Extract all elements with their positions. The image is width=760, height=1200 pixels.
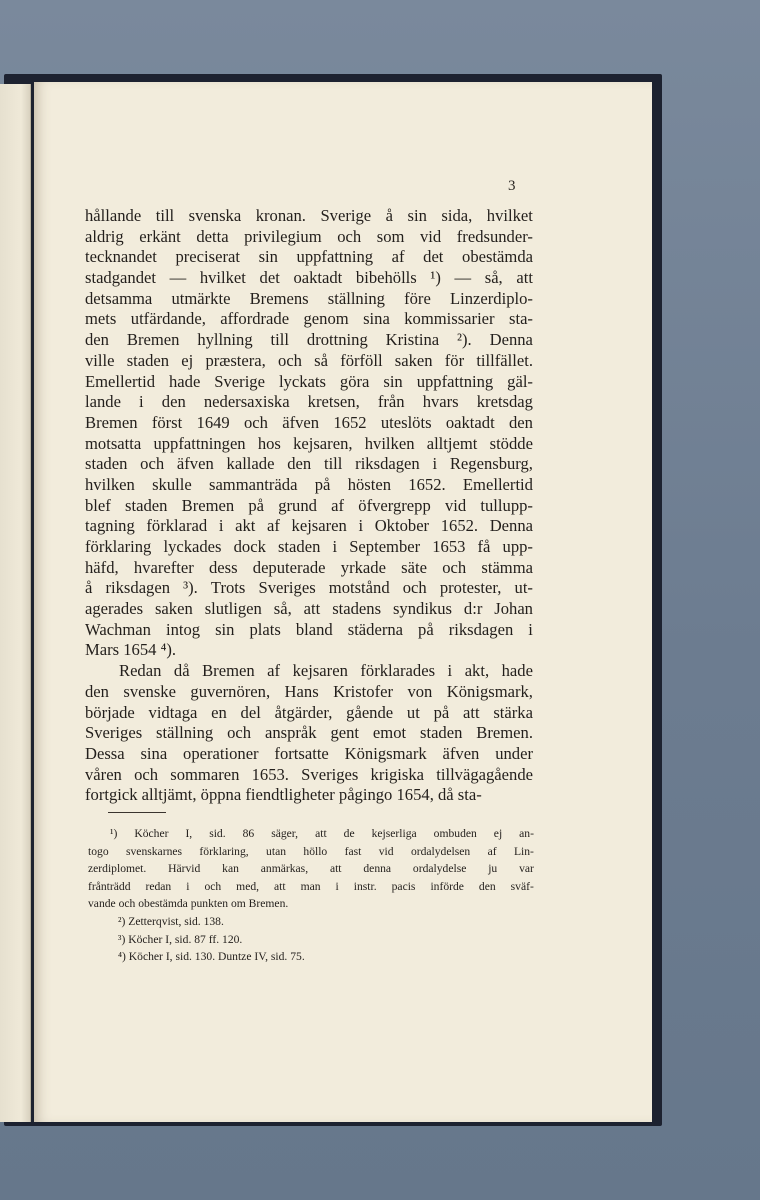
text-line: blef staden Bremen på grund af öfvergrepp vid tullupp- <box>85 495 533 515</box>
text-line: detsamma utmärkte Bremens ställning före Linzerdiplo- <box>85 288 533 308</box>
text-line: stadgandet — hvilket det oaktadt bibehölls ¹) — så, att <box>85 268 533 288</box>
footnote-line: ⁴) Köcher I, sid. 130. Duntze IV, sid. 75. <box>118 950 305 964</box>
text-line: Redan då Bremen af kejsaren förklarades i akt, hade <box>119 661 533 681</box>
page-number: 3 <box>508 178 516 194</box>
text-line: fortgick alltjämt, öppna fiendtligheter pågingo 1654, då sta- <box>85 785 482 805</box>
text-line: hållande till svenska kronan. Sverige å sin sida, hvilket <box>85 206 533 225</box>
footnote-rule <box>108 812 166 813</box>
text-line: Emellertid hade Sverige lyckats göra sin uppfattning gäl- <box>85 371 533 391</box>
text-line: tagning förklarad i akt af kejsaren i Oktober 1652. Denna <box>85 516 533 536</box>
text-line: den svenske guvernören, Hans Kristofer von Königsmark, <box>85 681 533 701</box>
text-line: ville staden ej præstera, och så förföll saken för tillfället. <box>85 350 533 370</box>
footnote-line: ²) Zetterqvist, sid. 138. <box>118 914 224 928</box>
footnote-line: zerdiplomet. Härvid kan anmärkas, att denna ordalydelse ju var <box>88 862 534 876</box>
footnote-line: ¹) Köcher I, sid. 86 säger, att de kejserliga ombuden ej an- <box>110 827 534 840</box>
text-line: Dessa sina operationer fortsatte Königsmark äfven under <box>85 743 533 763</box>
text-line: våren och sommaren 1653. Sveriges krigiska tillvägagående <box>85 764 533 784</box>
body-text <box>85 206 533 806</box>
footnote-line: frånträdd redan i och med, att man i instr. pacis införde den sväf- <box>88 879 534 893</box>
text-line: Wachman intog sin plats bland städerna på riksdagen i <box>85 619 533 639</box>
text-line: Bremen först 1649 och äfven 1652 uteslöts oaktadt den <box>85 412 533 432</box>
footnote-line: togo svenskarnes förklaring, utan höllo fast vid ordalydelsen af Lin- <box>88 844 534 858</box>
text-line: å riksdagen ³). Trots Sveriges motstånd och protester, ut- <box>85 578 533 598</box>
text-line: tecknandet preciserat sin uppfattning af det obestämda <box>85 247 533 267</box>
footnotes <box>88 825 534 966</box>
text-line: agerades saken slutligen så, att stadens syndikus d:r Johan <box>85 599 533 619</box>
text-line: motsatta uppfattningen hos kejsaren, hvilken alltjemt stödde <box>85 433 533 453</box>
text-line: Sveriges ställning och anspråk gent emot staden Bremen. <box>85 723 533 743</box>
text-line: lande i den nedersaxiska kretsen, från hvars kretsdag <box>85 392 533 412</box>
text-line: häfd, hvarefter dess deputerade yrkade säte och stämma <box>85 557 533 577</box>
text-line: Mars 1654 ⁴). <box>85 640 177 660</box>
text-line: den Bremen hyllning till drottning Kristina ²). Denna <box>85 330 533 350</box>
footnote-line: vande och obestämda punkten om Bremen. <box>88 897 289 911</box>
previous-page-edge <box>0 84 31 1122</box>
text-line: förklaring lyckades dock staden i September 1653 få upp- <box>85 537 533 556</box>
text-line: mets utfärdande, affordrade genom sina kommissarier sta- <box>85 309 533 329</box>
footnote-line: ³) Köcher I, sid. 87 ff. 120. <box>118 932 243 946</box>
text-line: började vidtaga en del åtgärder, gående ut på att stärka <box>85 702 533 722</box>
text-line: hvilken skulle sammanträda på hösten 1652. Emellertid <box>85 474 533 494</box>
text-line: staden och äfven kallade den till riksdagen i Regensburg, <box>85 454 533 474</box>
text-line: aldrig erkänt detta privilegium och som vid fredsunder- <box>85 226 533 246</box>
